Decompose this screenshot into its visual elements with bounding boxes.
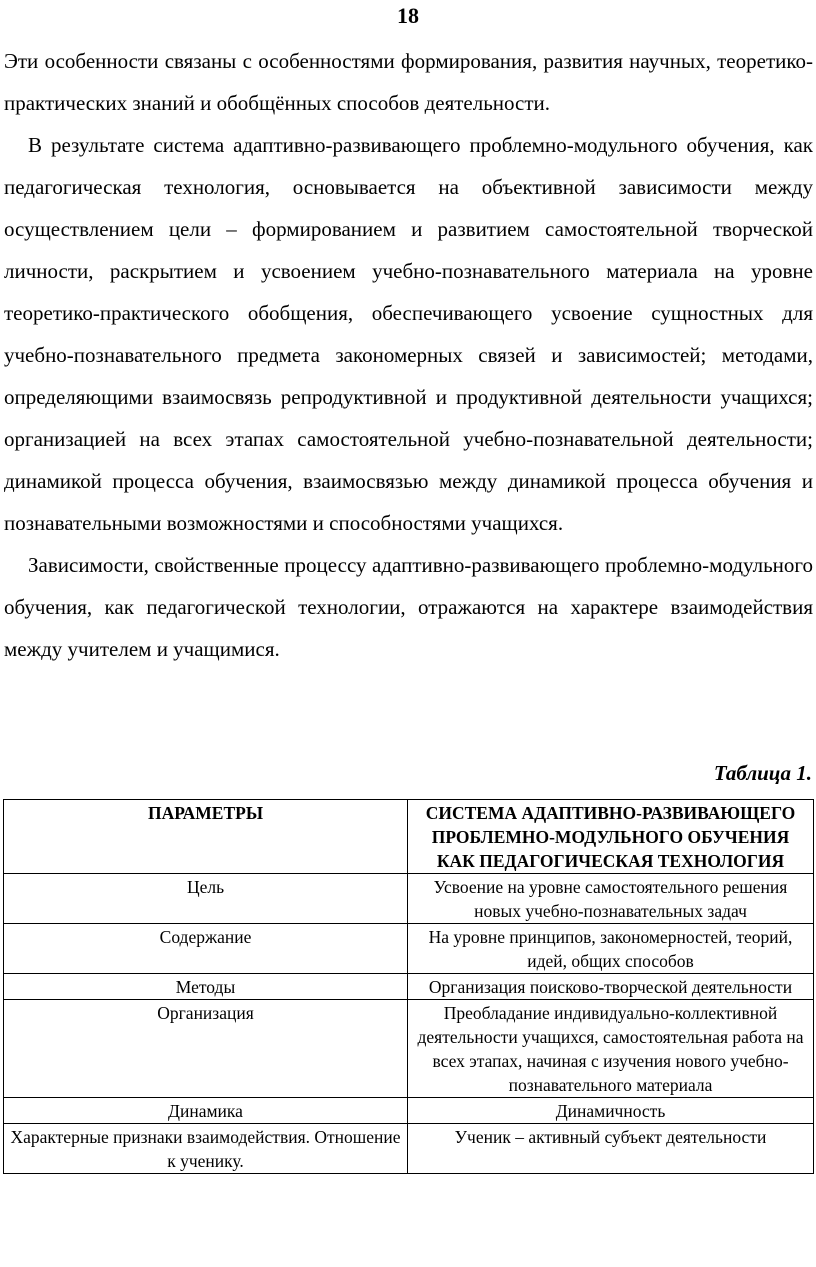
parameters-table [3,799,814,1174]
value-cell: На уровне принципов, закономерностей, теорий, идей, общих способов [408,924,814,974]
table-row [4,1098,814,1124]
value-cell: Организация поисково-творческой деятельности [408,974,814,1000]
table-row [4,924,814,974]
table-caption: Таблица 1. [713,761,812,785]
parameter-cell: Характерные признаки взаимодействия. Отношение к ученику. [4,1124,408,1174]
paragraph: В результате система адаптивно-развивающего проблемно-модульного обучения, как педагогическая технология, основывается на объективной зависимости между осуществлением цели – формированием и развитием самостоятельной творческой личности, раскрытием и усвоением учебно-познавательного материала на уровне теоретико-практического обобщения, обеспечивающего усвоение сущностных для учебно-познавательного предмета закономерных связей и зависимостей; методами, определяющими взаимосвязь репродуктивной и продуктивной деятельности учащихся; организацией на всех этапах самостоятельной учебно-познавательной деятельности; динамикой процесса обучения, взаимосвязью между динамикой процесса обучения и познавательными возможностями и способностями учащихся. [4,133,813,535]
paragraph: Эти особенности связаны с особенностями формирования, развития научных, теоретико-практических знаний и обобщённых способов деятельности. [4,49,813,115]
value-cell: Усвоение на уровне самостоятельного решения новых учебно-познавательных задач [408,874,814,924]
table-row [4,1000,814,1098]
value-cell: Ученик – активный субъект деятельности [408,1124,814,1174]
body-text [4,40,813,670]
parameter-cell: Динамика [4,1098,408,1124]
column-header-parameters: ПАРАМЕТРЫ [4,800,408,874]
parameter-cell: Цель [4,874,408,924]
value-cell: Преобладание индивидуально-коллективной деятельности учащихся, самостоятельная работа на всех этапах, начиная с изучения нового учебно-познавательного материала [408,1000,814,1098]
parameter-cell: Методы [4,974,408,1000]
value-cell: Динамичность [408,1098,814,1124]
table-row [4,974,814,1000]
table-row [4,1124,814,1174]
paragraph: Зависимости, свойственные процессу адаптивно-развивающего проблемно-модульного обучения, как педагогической технологии, отражаются на характере взаимодействия между учителем и учащимися. [4,553,813,661]
table-header-row [4,800,814,874]
parameter-cell: Содержание [4,924,408,974]
table-row [4,874,814,924]
page-number: 18 [397,3,419,28]
parameter-cell: Организация [4,1000,408,1098]
column-header-system: СИСТЕМА АДАПТИВНО-РАЗВИВАЮЩЕГО ПРОБЛЕМНО-МОДУЛЬНОГО ОБУЧЕНИЯ КАК ПЕДАГОГИЧЕСКАЯ ТЕХНОЛОГИЯ [408,800,814,874]
